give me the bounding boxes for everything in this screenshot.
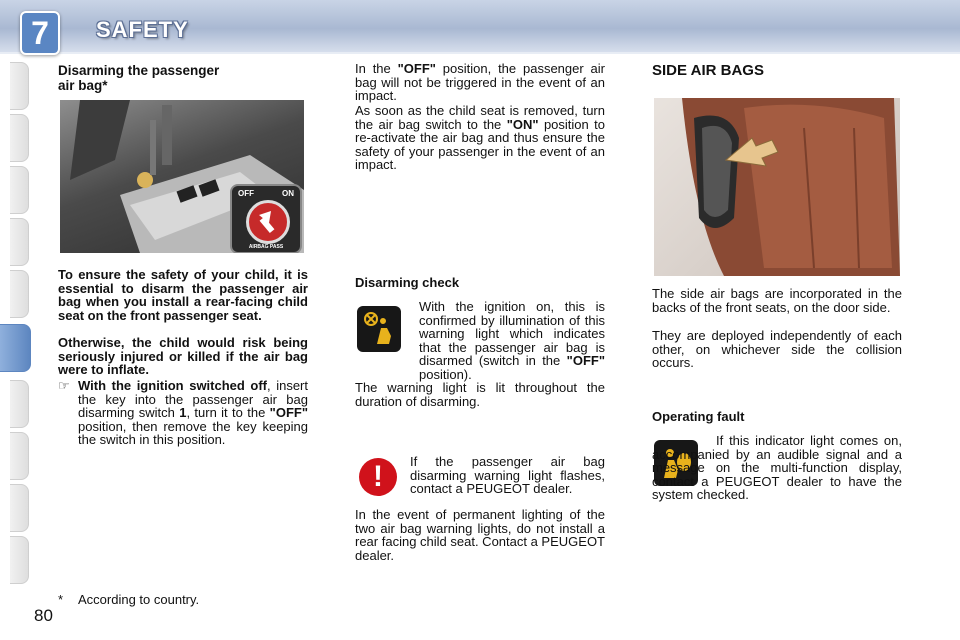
side-airbags-deploy-text: They are deployed independently of each other, on whichever side the collision occurs.: [652, 328, 902, 371]
page-number: 80: [34, 606, 53, 625]
chapter-tab[interactable]: [10, 432, 29, 480]
flashing-warning-text: If the passenger air bag disarming warning light flashes, contact a PEUGEOT dealer.: [410, 454, 605, 497]
chapter-tabs: [0, 62, 30, 572]
safety-warning-2: Otherwise, the child would risk being seriously injured or killed if the air bag were to inflate.: [58, 335, 308, 378]
bullet-icon: ☞: [58, 378, 70, 393]
chapter-badge: 7: [20, 11, 60, 55]
operating-fault-text: If this indicator light comes on, accompanied by an audible signal and a message on the multi-function display, contact a PEUGEOT dealer to have the system checked.: [652, 433, 902, 503]
chapter-tab[interactable]: [10, 270, 29, 318]
page-title: SAFETY: [96, 17, 189, 42]
disarm-instruction: With the ignition switched off, insert the key into the passenger air bag disarming switch 1, turn it to the "OFF" position, then remove the key keeping the switch in this position.: [78, 378, 308, 448]
operating-fault-heading: Operating fault: [652, 409, 745, 424]
side-airbag-photo: [654, 98, 900, 276]
switch-knob: [246, 200, 290, 244]
switch-label-on: ON: [282, 189, 294, 198]
chapter-tab-active[interactable]: [0, 324, 31, 372]
chapter-tab[interactable]: [10, 380, 29, 428]
switch-label-off: OFF: [238, 189, 254, 198]
exclamation-warning-icon: !: [359, 458, 397, 496]
section-heading-disarming: Disarming the passenger air bag*: [58, 63, 220, 93]
switch-inset: [230, 184, 302, 253]
side-airbags-location-text: The side air bags are incorporated in the backs of the front seats, on the door side.: [652, 286, 902, 315]
arrow-icon: [249, 203, 287, 241]
footnote-text: According to country.: [78, 592, 200, 607]
chapter-tab[interactable]: [10, 484, 29, 532]
footnote-mark: *: [58, 592, 64, 607]
chapter-tab[interactable]: [10, 62, 29, 110]
seat-photo-art: [654, 98, 900, 276]
disarming-check-text: With the ignition on, this is confirmed by illumination of this warning light which indicates that the passenger air bag is disarmed (switch in the "OFF" position).: [419, 299, 605, 382]
off-position-text: In the "OFF" position, the passenger air bag will not be triggered in the event of an impact.: [355, 61, 605, 104]
airbag-switch-photo: [60, 100, 304, 253]
chapter-tab[interactable]: [10, 536, 29, 584]
chapter-tab[interactable]: [10, 218, 29, 266]
warning-lit-text: The warning light is lit throughout the duration of disarming.: [355, 380, 605, 409]
disarming-check-heading: Disarming check: [355, 275, 460, 290]
airbag-disabled-warning-icon: [357, 306, 401, 352]
safety-warning-1: To ensure the safety of your child, it is essential to disarm the passenger air bag when you install a rear-facing child seat on the front passenger seat.: [58, 267, 308, 323]
side-airbags-heading: SIDE AIR BAGS: [652, 62, 764, 79]
reactivate-text: As soon as the child seat is removed, turn the air bag switch to the "ON" position to re-activate the air bag and thus ensure the safety of your passenger in the event of an impact.: [355, 103, 605, 173]
switch-label-bottom: AIRBAG PASS: [248, 244, 284, 250]
chapter-tab[interactable]: [10, 166, 29, 214]
header-divider: [0, 52, 960, 54]
permanent-lighting-text: In the event of permanent lighting of the two air bag warning lights, do not install a rear facing child seat. Contact a PEUGEOT dealer.: [355, 507, 605, 563]
chapter-tab[interactable]: [10, 114, 29, 162]
